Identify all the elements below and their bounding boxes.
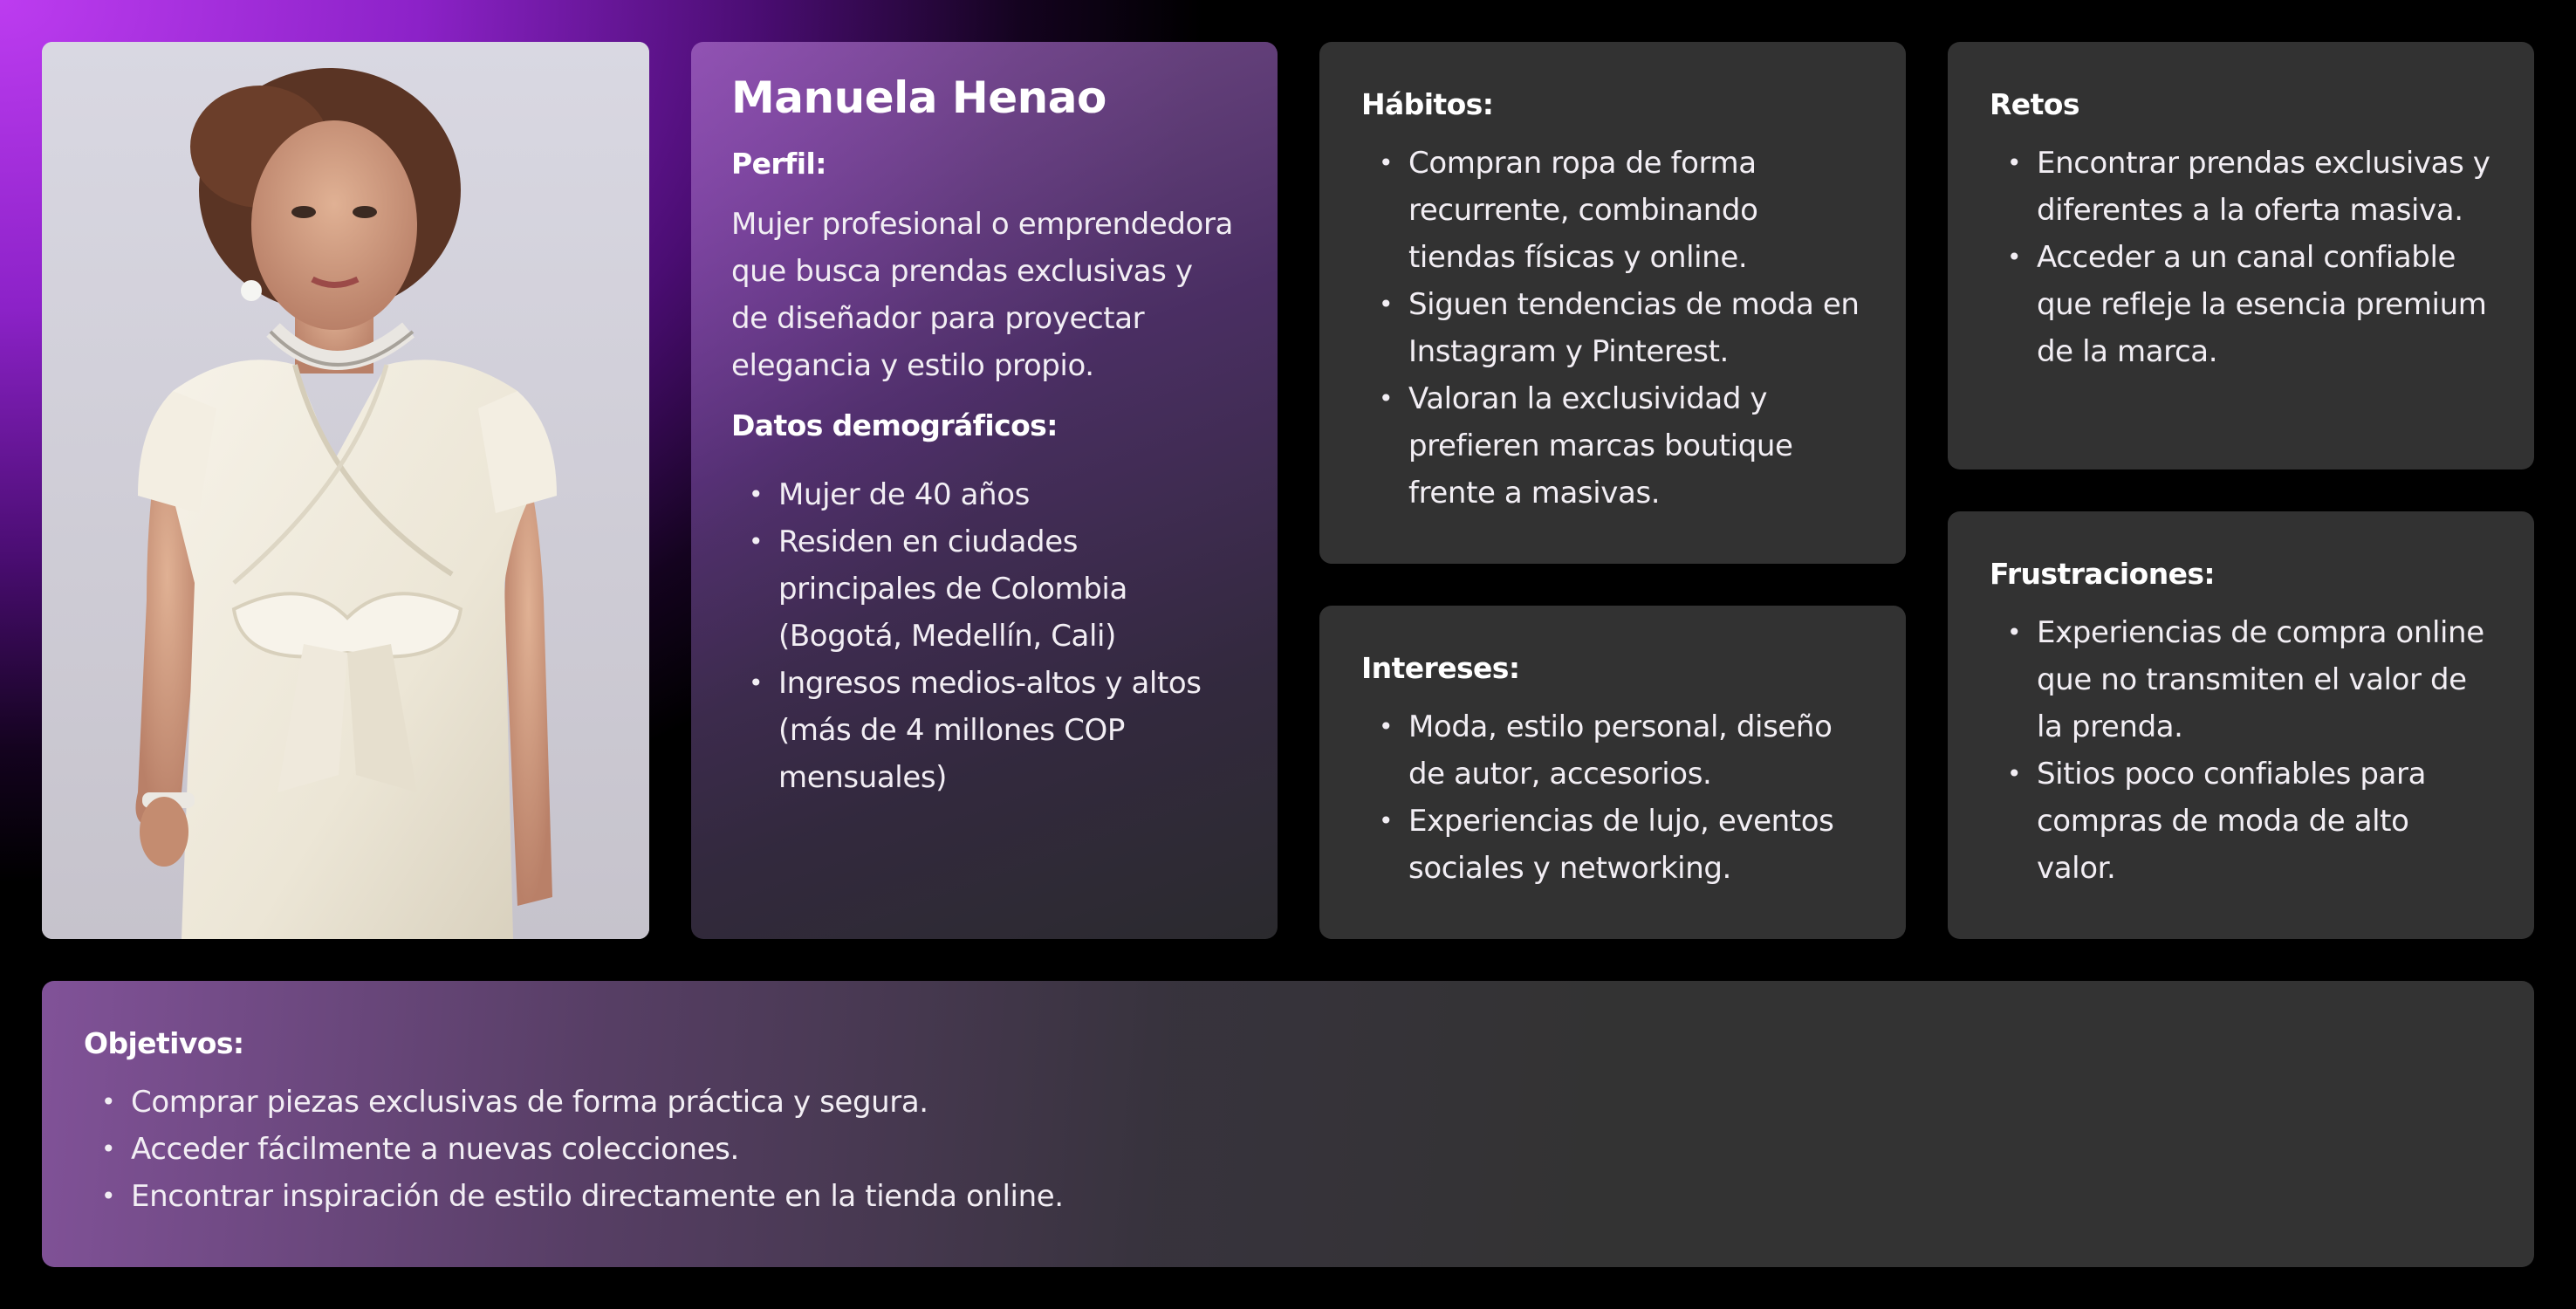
bullet-icon: • <box>101 1182 116 1210</box>
bullet-icon: • <box>749 527 764 556</box>
goals-card <box>42 981 2534 1267</box>
bullet-icon: • <box>1379 712 1394 741</box>
frustrations-list <box>1990 609 2492 892</box>
profile-heading: Perfil: <box>731 147 826 181</box>
challenges-heading: Retos <box>1990 87 2079 121</box>
bullet-icon: • <box>101 1087 116 1116</box>
goals-list <box>84 1079 2492 1220</box>
challenges-card <box>1948 42 2534 469</box>
habits-card <box>1319 42 1906 564</box>
goals-heading: Objetivos: <box>84 1026 244 1060</box>
list-item: • Valoran la exclusividad y prefieren marcas boutique frente a masivas. <box>1361 375 1864 517</box>
list-item: • Mujer de 40 años <box>731 471 1237 518</box>
profile-card <box>691 42 1278 939</box>
bullet-icon: • <box>749 480 764 509</box>
bullet-icon: • <box>1379 806 1394 835</box>
habits-heading: Hábitos: <box>1361 87 1494 121</box>
list-item: • Encontrar inspiración de estilo directamente en la tienda online. <box>84 1173 2492 1220</box>
bullet-icon: • <box>2007 759 2022 788</box>
list-item: • Sitios poco confiables para compras de moda de alto valor. <box>1990 750 2492 892</box>
list-item: • Residen en ciudades principales de Colombia (Bogotá, Medellín, Cali) <box>731 518 1237 660</box>
list-item: • Ingresos medios-altos y altos (más de 4 millones COP mensuales) <box>731 660 1237 801</box>
list-item: • Encontrar prendas exclusivas y diferentes a la oferta masiva. <box>1990 140 2492 234</box>
woman-in-white-dress-illustration <box>42 42 649 939</box>
list-item: • Compran ropa de forma recurrente, combinando tiendas físicas y online. <box>1361 140 1864 281</box>
frustrations-card <box>1948 511 2534 939</box>
habits-list <box>1361 140 1864 517</box>
list-item: • Experiencias de compra online que no transmiten el valor de la prenda. <box>1990 609 2492 750</box>
demographics-list <box>731 471 1237 801</box>
frustrations-heading: Frustraciones: <box>1990 557 2216 591</box>
list-item: • Moda, estilo personal, diseño de autor, accesorios. <box>1361 703 1864 798</box>
list-item: • Acceder fácilmente a nuevas colecciones. <box>84 1126 2492 1173</box>
interests-card <box>1319 606 1906 939</box>
bullet-icon: • <box>2007 243 2022 271</box>
list-item: • Acceder a un canal confiable que refleje la esencia premium de la marca. <box>1990 234 2492 375</box>
profile-description: Mujer profesional o emprendedora que busca prendas exclusivas y de diseñador para proyectar elegancia y estilo propio. <box>731 207 1233 383</box>
challenges-list <box>1990 140 2492 375</box>
list-item: • Siguen tendencias de moda en Instagram y Pinterest. <box>1361 281 1864 375</box>
list-item: • Comprar piezas exclusivas de forma práctica y segura. <box>84 1079 2492 1126</box>
list-item: • Experiencias de lujo, eventos sociales y networking. <box>1361 798 1864 892</box>
bullet-icon: • <box>1379 384 1394 413</box>
bullet-icon: • <box>2007 148 2022 177</box>
interests-heading: Intereses: <box>1361 651 1520 685</box>
bullet-icon: • <box>101 1134 116 1163</box>
persona-name: Manuela Henao <box>731 72 1106 123</box>
bullet-icon: • <box>1379 148 1394 177</box>
bullet-icon: • <box>2007 618 2022 647</box>
interests-list <box>1361 703 1864 892</box>
persona-photo <box>42 42 649 939</box>
bullet-icon: • <box>1379 290 1394 319</box>
bullet-icon: • <box>749 668 764 697</box>
demographics-heading: Datos demográficos: <box>731 408 1058 442</box>
